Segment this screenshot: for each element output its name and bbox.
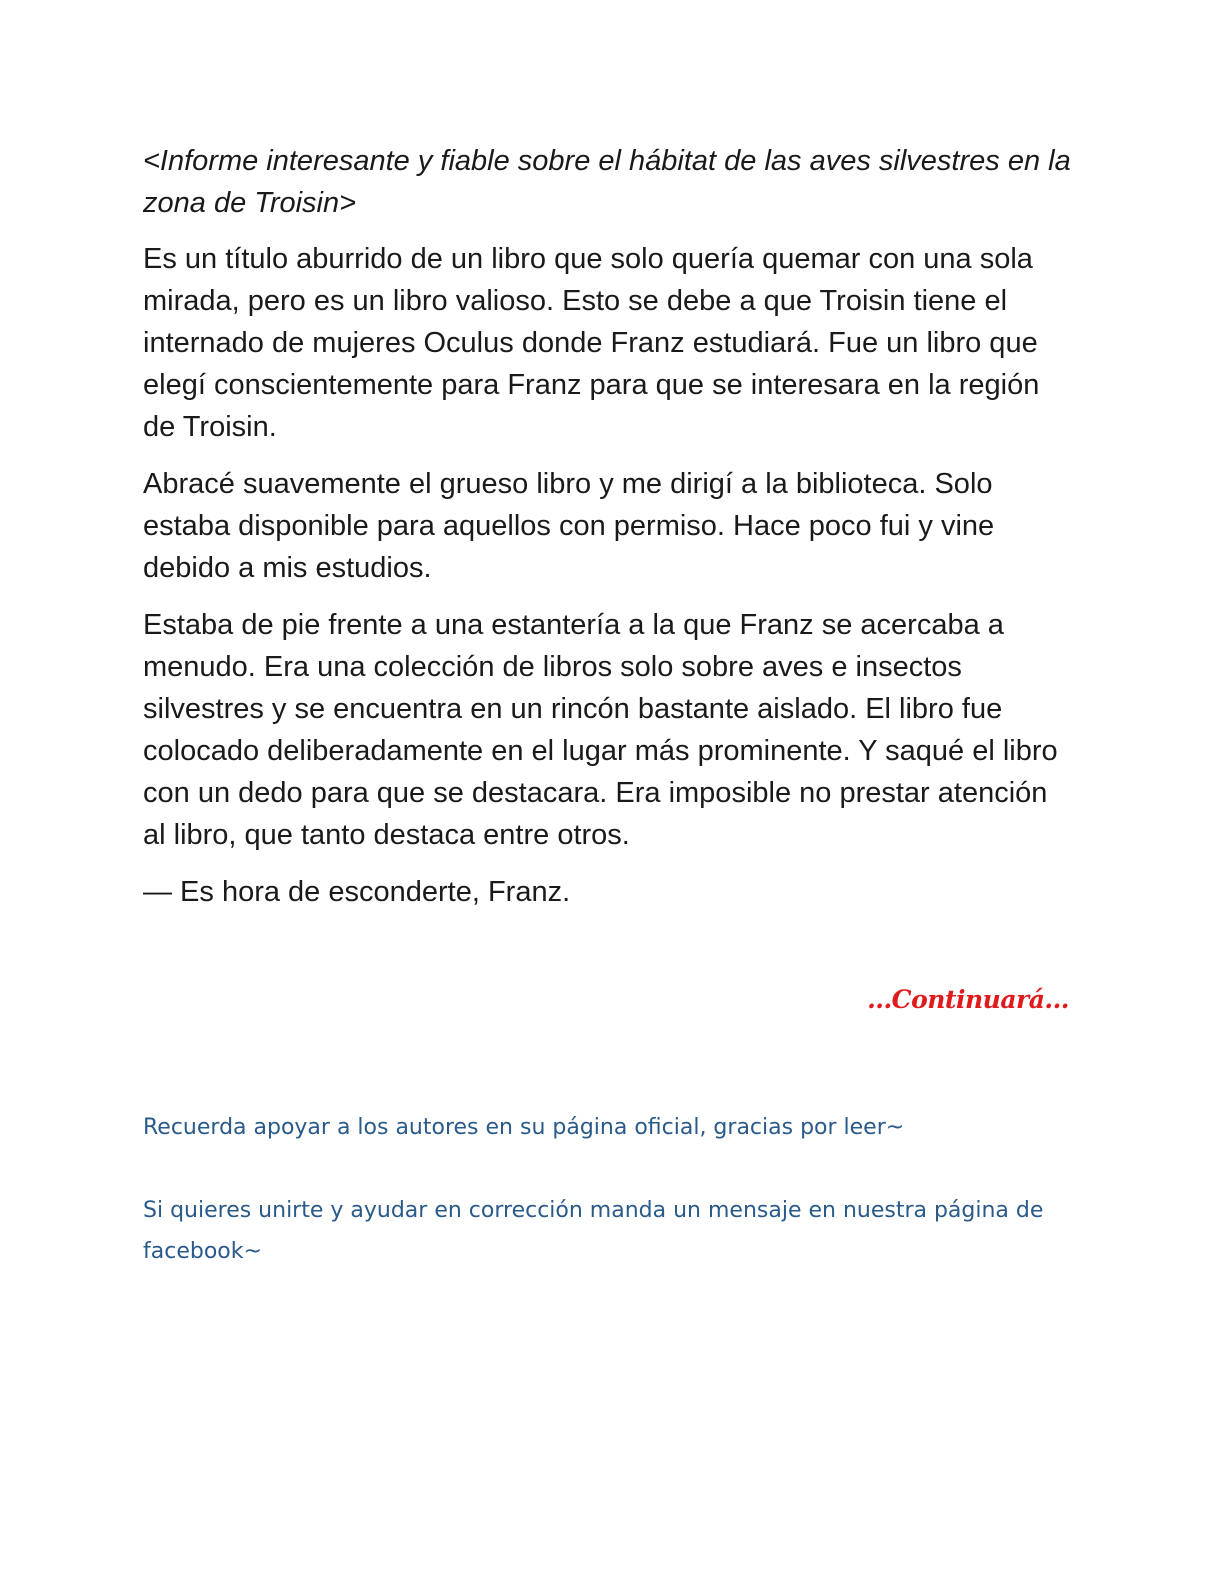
paragraph-1: Es un título aburrido de un libro que solo quería quemar con una sola mirada, pero es un libro valioso. Esto se debe a que Troisin tiene el internado de mujeres Oculus donde Franz estudiará. Fue un libro que elegí conscientemente para Franz para que se interesara en la región de Troisin.: [143, 243, 1040, 443]
document-body: [143, 140, 1078, 928]
footer-note-support: Recuerda apoyar a los autores en su página oficial, gracias por leer~: [143, 1115, 905, 1140]
dialogue-line: — Es hora de esconderte, Franz.: [143, 876, 571, 908]
to-be-continued: ...Continuará...: [867, 985, 1069, 1014]
paragraph-2: Abracé suavemente el grueso libro y me dirigí a la biblioteca. Solo estaba disponible para aquellos con permiso. Hace poco fui y vine debido a mis estudios.: [143, 468, 995, 584]
paragraph-3: Estaba de pie frente a una estantería a la que Franz se acercaba a menudo. Era una colección de libros solo sobre aves e insectos silvestres y se encuentra en un rincón bastante aislado. El libro fue colocado deliberadamente en el lugar más prominente. Y saqué el libro con un dedo para que se destacara. Era imposible no prestar atención al libro, que tanto destaca entre otros.: [143, 609, 1058, 851]
book-title: <Informe interesante y fiable sobre el hábitat de las aves silvestres en la zona de Troisin>: [143, 145, 1071, 219]
footer-note-join: Si quieres unirte y ayudar en corrección manda un mensaje en nuestra página de facebook~: [143, 1198, 1044, 1264]
